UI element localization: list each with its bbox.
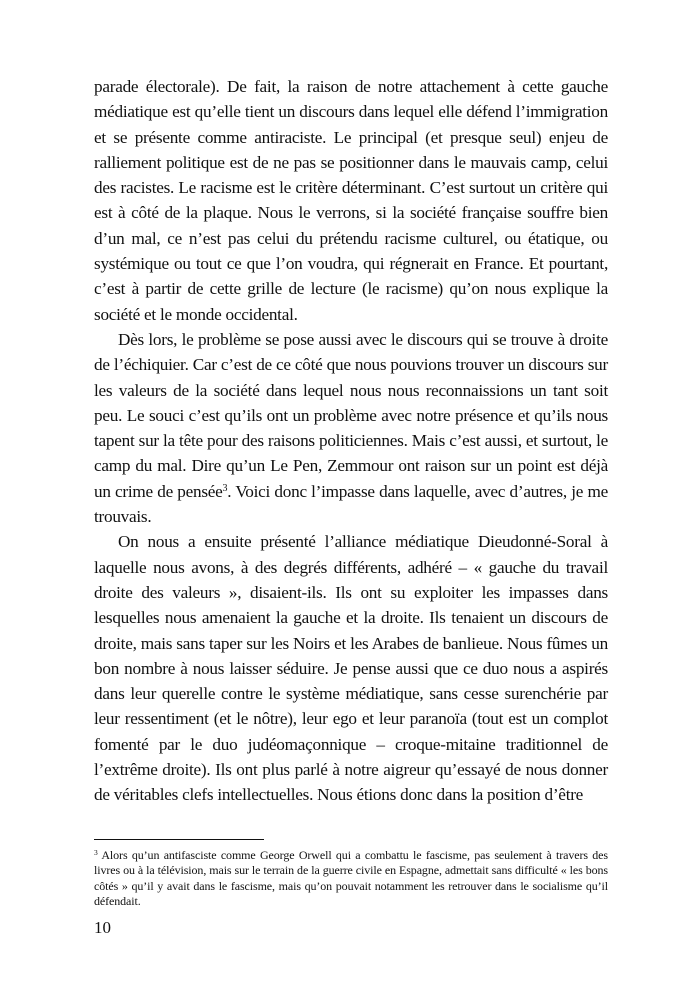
footnote [94,848,608,910]
footnote-divider [94,839,264,840]
footnote-reference: 3 [222,482,228,494]
main-text [94,74,608,808]
footnote-marker: 3 [94,848,98,857]
paragraph-2 [94,327,608,529]
paragraph-2-text: Dès lors, le problème se pose aussi avec le discours qui se trouve à droite de l’échiquier. Car c’est de ce côté que nous pouvions trouver un discours sur les valeurs de la société dans lequel nous nous reconnaissions un tant soit peu. Le souci c’est qu’ils ont un problème avec notre présence et qu’ils nous tapent sur la tête pour des raisons politiciennes. Mais c’est aussi, et surtout, le camp du mal. Dire qu’un Le Pen, Zemmour ont raison sur un point est déjà un crime de pensée [94,329,608,501]
paragraph-2-text-end: . Voici donc l’impasse dans laquelle, avec d’autres, je me trouvais. [94,481,608,527]
paragraph-3: On nous a ensuite présenté l’alliance médiatique Dieudonné-Soral à laquelle nous avons, à des degrés différents, adhéré – « gauche du travail droite des valeurs », disaient-ils. Ils ont su exploiter les impasses dans lesquelles nous amenaient la gauche et la droite. Ils tenaient un discours de droite, mais sans taper sur les Noirs et les Arabes de banlieue. Nous fûmes un bon nombre à nous laisser séduire. Je pense aussi que ce duo nous a aspirés dans leur querelle contre le système médiatique, sans cesse surenchérie par leur ressentiment (et le nôtre), leur ego et leur paranoïa (tout est un complot fomenté par le duo judéomaçonnique – croque-mitaine traditionnel de l’extrême droite). Ils ont plus parlé à notre aigreur qu’essayé de nous donner de véritables clefs intellectuelles. Nous étions donc dans la position d’être [94,532,608,805]
page-number: 10 [94,918,111,937]
paragraph-1: parade électorale). De fait, la raison de notre attachement à cette gauche médiatique est qu’elle tient un discours dans lequel elle défend l’immigration et se présente comme antiraciste. Le principal (et presque seul) enjeu de ralliement politique est de ne pas se positionner dans le mauvais camp, celui des racistes. Le racisme est le critère déterminant. C’est surtout un critère qui est à côté de la plaque. Nous le verrons, si la société française souffre bien d’un mal, ce n’est pas celui du prétendu racisme culturel, ou étatique, ou systémique ou tout ce que l’on voudra, qui régnerait en France. Et pourtant, c’est à partir de cette grille de lecture (le racisme) qu’on nous explique la société et le monde occidental. [94,77,608,324]
footnote-text: Alors qu’un antifasciste comme George Orwell qui a combattu le fascisme, pas seulement à travers des livres ou à la télévision, mais sur le terrain de la guerre civile en Espagne, admettait sans difficulté « les bons côtés » qu’il y avait dans le fascisme, mais qu’on pouvait notamment les retrouver dans le socialisme qu’il défendait. [94,848,608,909]
